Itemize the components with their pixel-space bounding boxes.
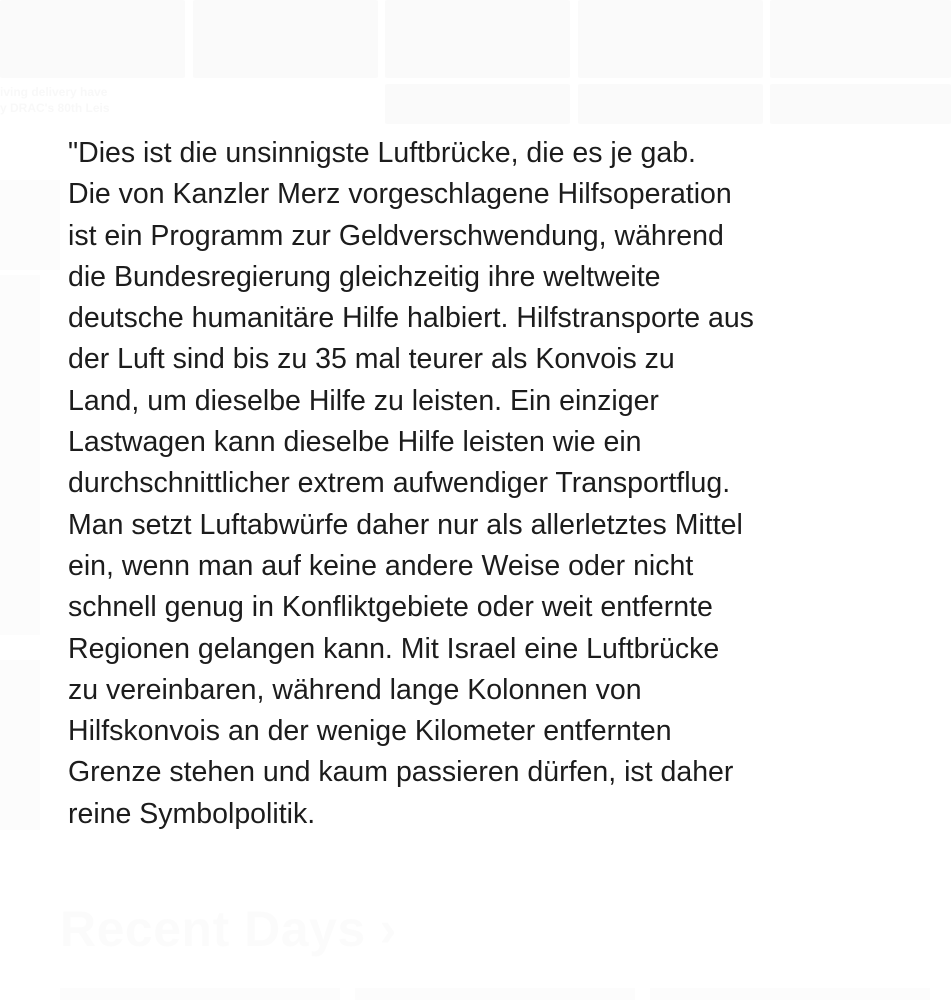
quote-line: durchschnittlicher extrem aufwendiger Transportflug. xyxy=(68,467,731,500)
quote-line: schnell genug in Konfliktgebiete oder weit entfernte xyxy=(68,591,713,624)
quote-line: der Luft sind bis zu 35 mal teurer als Konvois zu xyxy=(68,343,675,376)
quote-line: Lastwagen kann dieselbe Hilfe leisten wie ein xyxy=(68,426,642,459)
quote-line: Regionen gelangen kann. Mit Israel eine Luftbrücke xyxy=(68,632,720,665)
quote-line: die Bundesregierung gleichzeitig ihre weltweite xyxy=(68,260,661,293)
quote-line: reine Symbolpolitik. xyxy=(68,797,316,830)
quote-line: Grenze stehen und kaum passieren dürfen, ist daher xyxy=(68,756,734,789)
quote-line: Man setzt Luftabwürfe daher nur als allerletztes Mittel xyxy=(68,508,743,541)
quote-line: zu vereinbaren, während lange Kolonnen von xyxy=(68,673,642,706)
quote-line: deutsche humanitäre Hilfe halbiert. Hilfstransporte aus xyxy=(68,302,754,335)
quote-line: Land, um dieselbe Hilfe zu leisten. Ein einziger xyxy=(68,384,659,417)
quote-text xyxy=(68,133,908,835)
quote-line: "Dies ist die unsinnigste Luftbrücke, die es je gab. xyxy=(68,137,696,169)
quote-line: ein, wenn man auf keine andere Weise oder nicht xyxy=(68,549,694,582)
quote-line: Die von Kanzler Merz vorgeschlagene Hilfsoperation xyxy=(68,178,732,211)
quote-line: Hilfskonvois an der wenige Kilometer entfernten xyxy=(68,715,672,748)
quote-line: ist ein Programm zur Geldverschwendung, während xyxy=(68,219,724,252)
